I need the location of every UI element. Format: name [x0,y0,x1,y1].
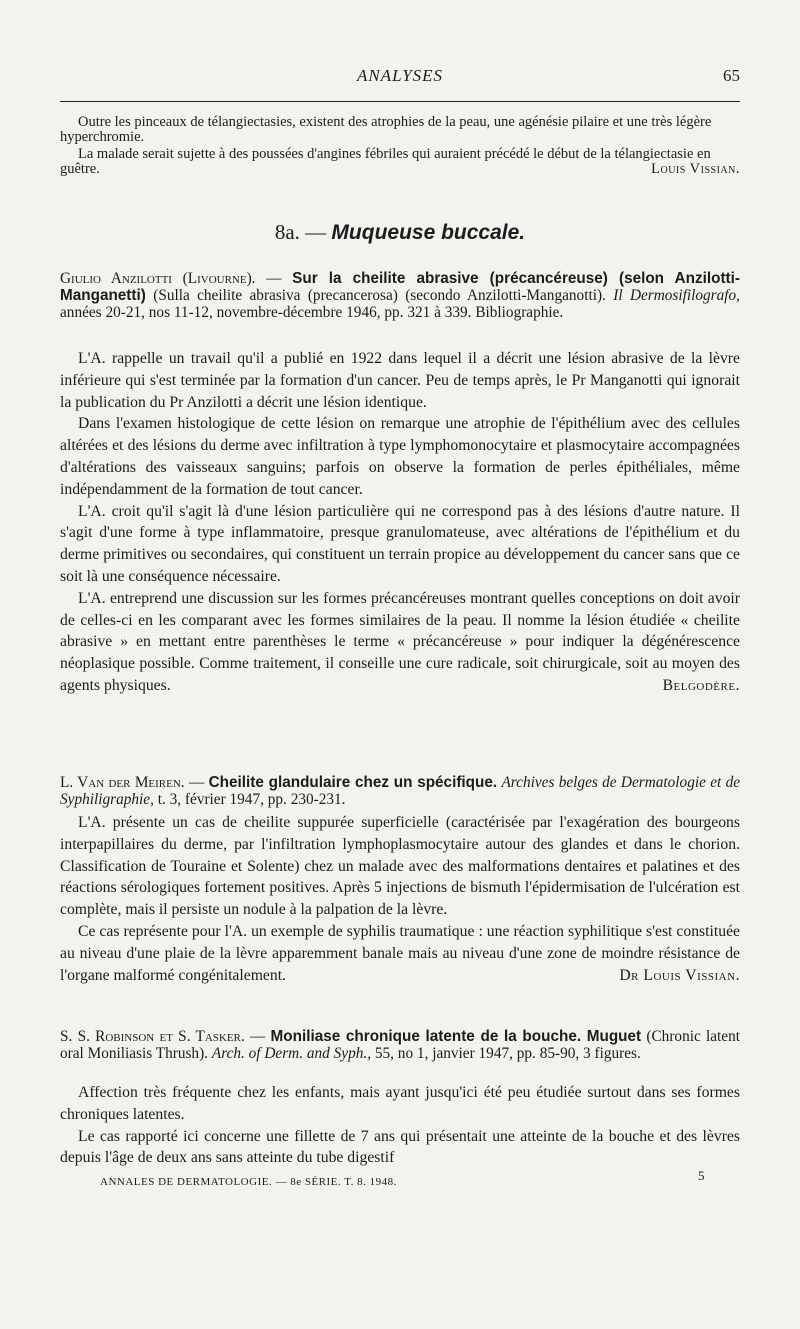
article3-details: 55, no 1, janvier 1947, pp. 85-90, 3 figures. [374,1045,641,1062]
section-heading [60,220,740,245]
intro-signature: Louis Vissian. [651,161,740,177]
page-footer [100,1168,705,1188]
article2-title: Cheilite glandulaire chez un spécifique. [208,774,498,791]
article2-paragraph: L'A. présente un cas de cheilite suppurée superficielle (caractérisée par l'exagération des bourgeons interpapillaires du derme, par l'infiltration lymphoplasmocytaire autour des glandes et dans le chorion. Classification de Touraine et Solente) chez un malade avec des malformations dentaires et palatines et des réactions sérologiques fortement positives. Après 5 injections de bismuth l'épidermisation de l'ulcération est complète, mais il persiste un nodule à la palpation de la lèvre. [60,814,740,919]
article3-journal: Arch. of Derm. and Syph., [211,1045,372,1062]
article1-paragraph: L'A. rappelle un travail qu'il a publié en 1922 dans lequel il a décrit une lésion abrasive de la lèvre inférieure qui s'est terminée par la formation d'un cancer. Peu de temps après, le Pr Manganotti qui ignorait la publication du Pr Anzilotti a décrit une lésion identique. [60,350,740,411]
page-number: 65 [723,66,740,85]
article3-paragraph: Le cas rapporté ici concerne une fillette de 7 ans qui présentait une atteinte de la bouche et des lèvres depuis l'âge de deux ans sans atteinte du tube digestif [60,1127,740,1167]
article1-journal: Il Dermosifilografo, [613,287,741,304]
intro-block [60,115,740,177]
article1-signature: Belgodère. [662,676,740,694]
article1-reference: Giulio Anzilotti (Livourne). — Sur la cheilite abrasive (précancéreuse) (selon Anzilotti-Manganetti) (Sulla cheilite abrasiva (precancerosa) (secondo Anzilotti-Manganotti). Il Dermosifilografo, années 20-21, nos 11-12, novembre-décembre 1946, pp. 321 à 339. Bibliographie. [60,270,741,321]
article2-journal: Archives belges de Dermatologie et de Syphiligraphie, [60,774,741,808]
running-title: ANALYSES [356,66,444,85]
article1-details: années 20-21, nos 11-12, novembre-décembre 1946, pp. 321 à 339. Bibliographie. [60,304,564,321]
article1-body [60,348,740,697]
article2-paragraph: Ce cas représente pour l'A. un exemple de syphilis traumatique : une réaction syphilitique s'est constituée au niveau d'une plaie de la lèvre apparemment banale mais au niveau d'une zone de moindre résistance de l'organe malformé congénitalement. Dr Louis Vissian. [60,921,740,986]
article3-body [60,1082,740,1169]
article2-authors: L. Van der Meiren. [60,774,185,791]
intro-paragraph-2: La malade serait sujette à des poussées d'angines fébriles qui auraient précédé le début de la télangiectasie en guêtre. Louis Vissian. [60,146,740,177]
article3-reference: S. S. Robinson et S. Tasker. — Moniliase chronique latente de la bouche. Muguet (Chronic latent oral Moniliasis Thrush). Arch. of Derm. and Syph., 55, no 1, janvier 1947, pp. 85-90, 3 figures. [60,1028,740,1062]
article2-reference: L. Van der Meiren. — Cheilite glandulaire chez un spécifique. Archives belges de Dermatologie et de Syphiligraphie, t. 3, février 1947, pp. 230-231. [60,774,741,808]
intro-paragraph-1: Outre les pinceaux de télangiectasies, existent des atrophies de la peau, une agénésie pilaire et une très légère hyperchromie. [60,114,712,145]
article3-title: Moniliase chronique latente de la bouche. Muguet [270,1028,642,1045]
article3-original-title: (Chronic latent oral Moniliasis Thrush). [60,1028,740,1062]
article2-signature: Dr Louis Vissian. [619,966,740,984]
article1-paragraph: Dans l'examen histologique de cette lésion on remarque une atrophie de l'épithélium avec des cellules altérées et des lésions du derme avec infiltration à type lymphomonocytaire et plasmocytaire accompagnées d'altérations des vaisseaux sanguins; parfois on observe la formation de perles épithéliales, même indépendamment de la formation de tout cancer. [60,415,740,498]
section-title: Muqueuse buccale. [331,221,526,244]
article2-body [60,812,740,986]
header-rule [60,101,740,102]
page-header [60,66,740,88]
footer-signature-mark: 5 [698,1168,705,1183]
article1-authors: Giulio Anzilotti (Livourne). [60,270,256,287]
article1-original-title: (Sulla cheilite abrasiva (precancerosa) (secondo Anzilotti-Manganotti). [153,287,606,304]
footer-journal-line: ANNALES DE DERMATOLOGIE. — 8e SÉRIE. T. 8. 1948. [100,1176,397,1188]
article2-details: t. 3, février 1947, pp. 230-231. [157,791,346,808]
article3-paragraph: Affection très fréquente chez les enfants, mais ayant jusqu'ici été peu étudiée surtout dans ses formes chroniques latentes. [60,1084,740,1123]
section-dash: — [305,220,327,244]
article3-authors: S. S. Robinson et S. Tasker. [60,1028,245,1045]
section-number: 8a. [274,220,300,244]
article1-paragraph: L'A. entreprend une discussion sur les formes précancéreuses montrant quelles conceptions on doit avoir de celles-ci en les comparant avec les formes similaires de la peau. Il nomme la lésion étudiée « cheilite abrasive » en mettant entre parenthèses le terme « précancéreuse » pour indiquer la dégénérescence néoplasique possible. Comme traitement, il conseille une cure radicale, soit chirurgicale, soit au moyen des agents physiques. Belgodère. [60,588,740,697]
article1-paragraph: L'A. croit qu'il s'agit là d'une lésion particulière qui ne correspond pas à des lésions d'autre nature. Il s'agit d'une forme à type inflammatoire, presque granulomateuse, avec altérations de l'épithélium et du derme primitives ou secondaires, qui constituent un terrain propice au développement du cancer sans que ce soit là une conséquence nécessaire. [60,502,740,585]
article1-title: Sur la cheilite abrasive (précancéreuse) (selon Anzilotti-Manganetti) [60,270,740,304]
